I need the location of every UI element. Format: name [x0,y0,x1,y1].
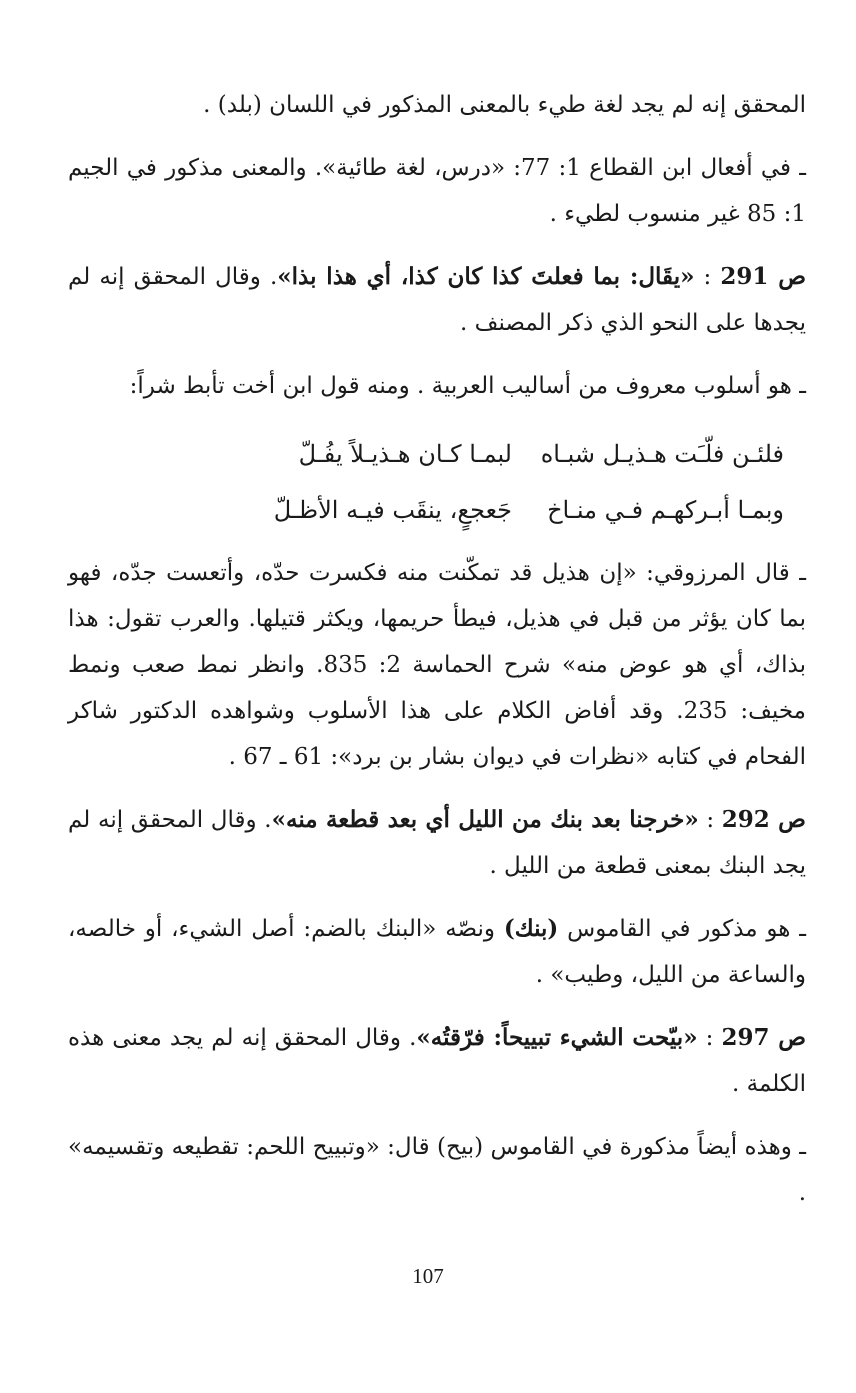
paragraph [68,145,806,237]
paragraph [68,254,806,346]
text-segment: : [698,807,722,833]
text-segment: . وقال المحقق إنه لم يجد البنك بمعنى قطعة من الليل . [68,807,806,879]
paragraph [68,363,806,409]
page-reference: ص 292 [721,806,806,833]
verse-first-hemistich: وبمـا أبـركهـم فـي منـاخ [547,496,784,524]
text-segment: . وقال المحقق إنه لم يجد معنى هذه الكلمة . [68,1025,806,1097]
paragraph-group-1 [68,82,806,409]
quoted-text: «يقَال: بما فعلتَ كذا كان كذا، أي هذا بذا» [277,263,695,290]
paragraph [68,797,806,889]
paragraph [68,906,806,998]
text-segment: ـ في أفعال ابن القطاع 1: 77: «درس، لغة طائية». والمعنى مذكور في الجيم 1: 85 غير منسوب لطيء . [68,155,806,227]
verse-second-hemistich: لبمـا كـان هـذيـلاً يفُـلّ [298,440,512,468]
verse-first-hemistich: فلئـن فلّـَت هـذيـل شبـاه [540,440,784,468]
verse-line [68,426,806,482]
dictionary-entry: (بنك) [503,915,559,942]
text-segment: . وقال المحقق إنه لم يجدها على النحو الذي ذكر المصنف . [68,264,806,336]
quoted-text: «خرجنا بعد بنك من الليل أي بعد قطعة منه» [271,806,699,833]
text-segment: المحقق إنه لم يجد لغة طيء بالمعنى المذكور في اللسان (بلد) . [203,92,806,118]
text-segment: : [697,1025,722,1051]
page-reference: ص 291 [720,263,806,290]
paragraph [68,550,806,780]
poem-verses [68,426,806,538]
verse-second-hemistich: جَعجعٍ، ينقَب فيـه الأظـلّ [273,496,512,524]
verse-line [68,482,806,538]
page-number: 107 [412,1264,444,1288]
text-segment: : [694,264,721,290]
paragraph [68,1015,806,1107]
text-segment: ـ قال المرزوقي: «إن هذيل قد تمكّنت منه فكسرت حدّه، وأتعست جدّه، فهو بما كان يؤثر من قبل في هذيل، فيطأ حريمها، ويكثر قتيلها. والعرب تقول: هذا بذاك، أي هو عوض منه» شرح الحماسة 2: 835. وانظر نمط صعب ونمط مخيف: 235. وقد أفاض الكلام على هذا الأسلوب وشواهده الدكتور شاكر الفحام في كتابه «نظرات في ديوان بشار بن برد»: 61 ـ 67 . [68,560,806,770]
page-reference: ص 297 [721,1024,807,1051]
paragraph-group-2 [68,550,806,1216]
text-segment: ـ هو مذكور في القاموس [558,916,806,942]
paragraph [68,1124,806,1216]
paragraph [68,82,806,128]
quoted-text: «بيّحت الشيء تبييحاً: فرّقتُه» [416,1024,698,1051]
text-segment: ونصّه «البنك بالضم: أصل الشيء، أو خالصه، والساعة من الليل، وطيب» . [68,916,806,988]
text-segment: ـ هو أسلوب معروف من أساليب العربية . ومنه قول ابن أخت تأبط شراً: [129,373,806,399]
text-segment: ـ وهذه أيضاً مذكورة في القاموس (بيح) قال: «وتبييح اللحم: تقطيعه وتقسيمه» . [68,1134,806,1206]
